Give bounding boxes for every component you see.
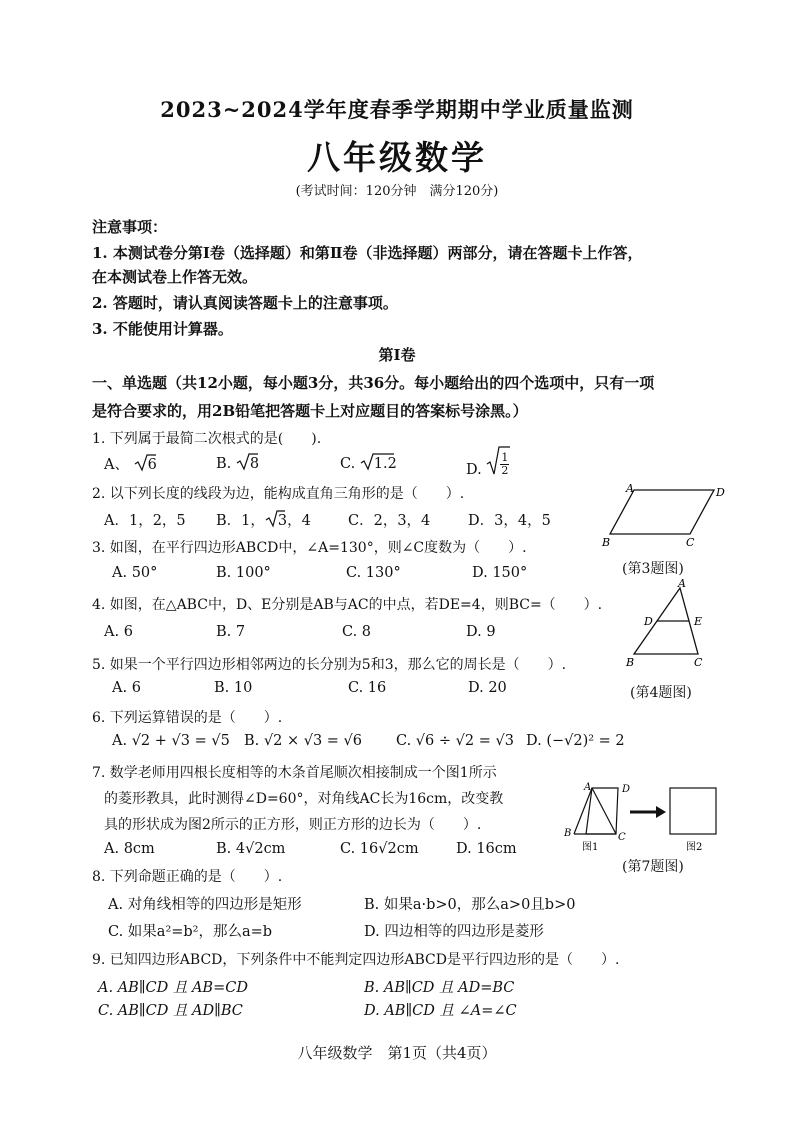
q7-option-c: C. 16√2cm [340,841,419,857]
exam-info: (考试时间：120分钟 满分120分) [295,184,499,199]
figure-3-parallelogram [598,482,728,552]
fig3-label-d: D [716,486,725,499]
q1-option-a: A、 6 [104,453,157,474]
question-7-line-2: 的菱形教具，此时测得∠D=60°，对角线AC长为16cm，改变教 [104,791,504,807]
question-7-line-1: 7. 数学老师用四根长度相等的木条首尾顺次相接制成一个图1所示 [92,765,497,781]
fig4-label-b: B [626,656,635,668]
notes-item-1-cont: 在本测试卷上作答无效。 [92,268,258,286]
q5-option-a: A. 6 [112,680,141,696]
q2-option-d: D．3，4，5 [468,513,551,529]
q4-option-c: C. 8 [342,624,372,640]
q7-option-a: A. 8cm [104,841,155,857]
fig3-label-a: A [626,482,634,495]
figure-4-triangle [620,578,720,668]
q3-option-a: A. 50° [112,565,158,581]
page-footer: 八年级数学 第1页（共4页） [297,1044,497,1062]
q7-option-b: B. 4√2cm [216,841,286,857]
q2-option-b: B．1， 3，4 [216,509,311,530]
question-1-stem: 1. 下列属于最简二次根式的是( ). [92,431,322,447]
q8-option-d: D. 四边相等的四边形是菱形 [364,924,544,940]
notes-item-3: 3. 不能使用计算器。 [92,320,233,338]
notes-heading: 注意事项： [92,218,168,236]
fig4-label-d: D [644,615,653,628]
q6-option-d: D. (−√2)² = 2 [526,733,625,749]
q4-option-a: A. 6 [104,624,133,640]
q2-option-a: A．1，2，5 [104,513,186,529]
question-8-stem: 8. 下列命题正确的是（ ）. [92,869,283,885]
fig7-sub-1: 图1 [582,842,599,853]
question-9-stem: 9. 已知四边形ABCD，下列条件中不能判定四边形ABCD是平行四边形的是（ ）. [92,952,620,968]
fig4-label-e: E [694,615,703,628]
q5-option-d: D. 20 [468,680,507,696]
q3-option-c: C. 130° [346,565,401,581]
q6-option-b: B. √2 × √3 = √6 [244,733,363,749]
fig4-label-c: C [694,656,703,668]
q1-option-d: D. $\frac{1}{2}$ [466,446,509,478]
q3-option-d: D. 150° [472,565,528,581]
question-3-stem: 3. 如图，在平行四边形ABCD中，∠A=130°，则∠C度数为（ ）. [92,540,527,556]
q7-option-d: D. 16cm [456,841,517,857]
figure-7-rhombus-square [560,776,740,856]
figure-3-caption: (第3题图) [622,561,684,577]
figure-7-caption: (第7题图) [622,859,684,875]
q1-option-c: C. 1.2 [340,453,397,472]
fig7-label-c: C [618,832,626,843]
question-7-line-3: 具的形状成为图2所示的正方形，则正方形的边长为（ ）. [104,817,482,833]
q9-option-b: B. AB∥CD 且 AD=BC [364,980,515,996]
notes-item-2: 2. 答题时，请认真阅读答题卡上的注意事项。 [92,294,398,312]
notes-item-1: 1. 本测试卷分第Ⅰ卷（选择题）和第Ⅱ卷（非选择题）两部分，请在答题卡上作答， [92,244,643,262]
q3-option-b: B. 100° [216,565,271,581]
q2-option-c: C．2，3，4 [348,513,431,529]
q9-option-a: A. AB∥CD 且 AB=CD [98,980,248,996]
fig7-sub-2: 图2 [686,842,703,853]
q9-option-d: D. AB∥CD 且 ∠A=∠C [364,1003,517,1019]
question-2-stem: 2. 以下列长度的线段为边，能构成直角三角形的是（ ）. [92,486,465,502]
fig3-label-c: C [686,536,695,549]
q6-option-a: A. √2 + √3 = √5 [112,733,230,749]
question-4-stem: 4. 如图，在△ABC中，D、E分别是AB与AC的中点，若DE=4，则BC=（ ）. [92,597,603,613]
fig4-label-a: A [678,578,686,590]
q8-option-a: A. 对角线相等的四边形是矩形 [108,897,302,913]
q1-option-b: B. 8 [216,453,259,472]
fig3-label-b: B [602,536,611,549]
section-heading: 一、单选题（共12小题，每小题3分，共36分。每小题给出的四个选项中，只有一项 [92,374,655,392]
fig7-label-d: D [622,784,631,795]
q5-option-c: C. 16 [348,680,387,696]
q8-option-b: B. 如果a·b>0，那么a>0且b>0 [364,897,576,913]
q9-option-c: C. AB∥CD 且 AD∥BC [98,1003,243,1019]
exam-title: 2023~2024学年度春季学期期中学业质量监测 [160,97,634,122]
part-title: 第Ⅰ卷 [378,346,416,364]
q4-option-b: B. 7 [216,624,246,640]
q5-option-b: B. 10 [214,680,253,696]
question-6-stem: 6. 下列运算错误的是（ ）. [92,710,283,726]
figure-4-caption: (第4题图) [630,685,692,701]
exam-subject: 八年级数学 [307,138,487,177]
q8-option-c: C. 如果a²=b²，那么a=b [108,924,273,940]
fig7-label-b: B [564,828,572,839]
q4-option-d: D. 9 [466,624,496,640]
fig7-label-a: A [584,782,592,793]
section-heading-cont: 是符合要求的，用2B铅笔把答题卡上对应题目的答案标号涂黑。） [92,402,528,420]
q6-option-c: C. √6 ÷ √2 = √3 [396,733,514,749]
question-5-stem: 5. 如果一个平行四边形相邻两边的长分别为5和3，那么它的周长是（ ）. [92,657,567,673]
